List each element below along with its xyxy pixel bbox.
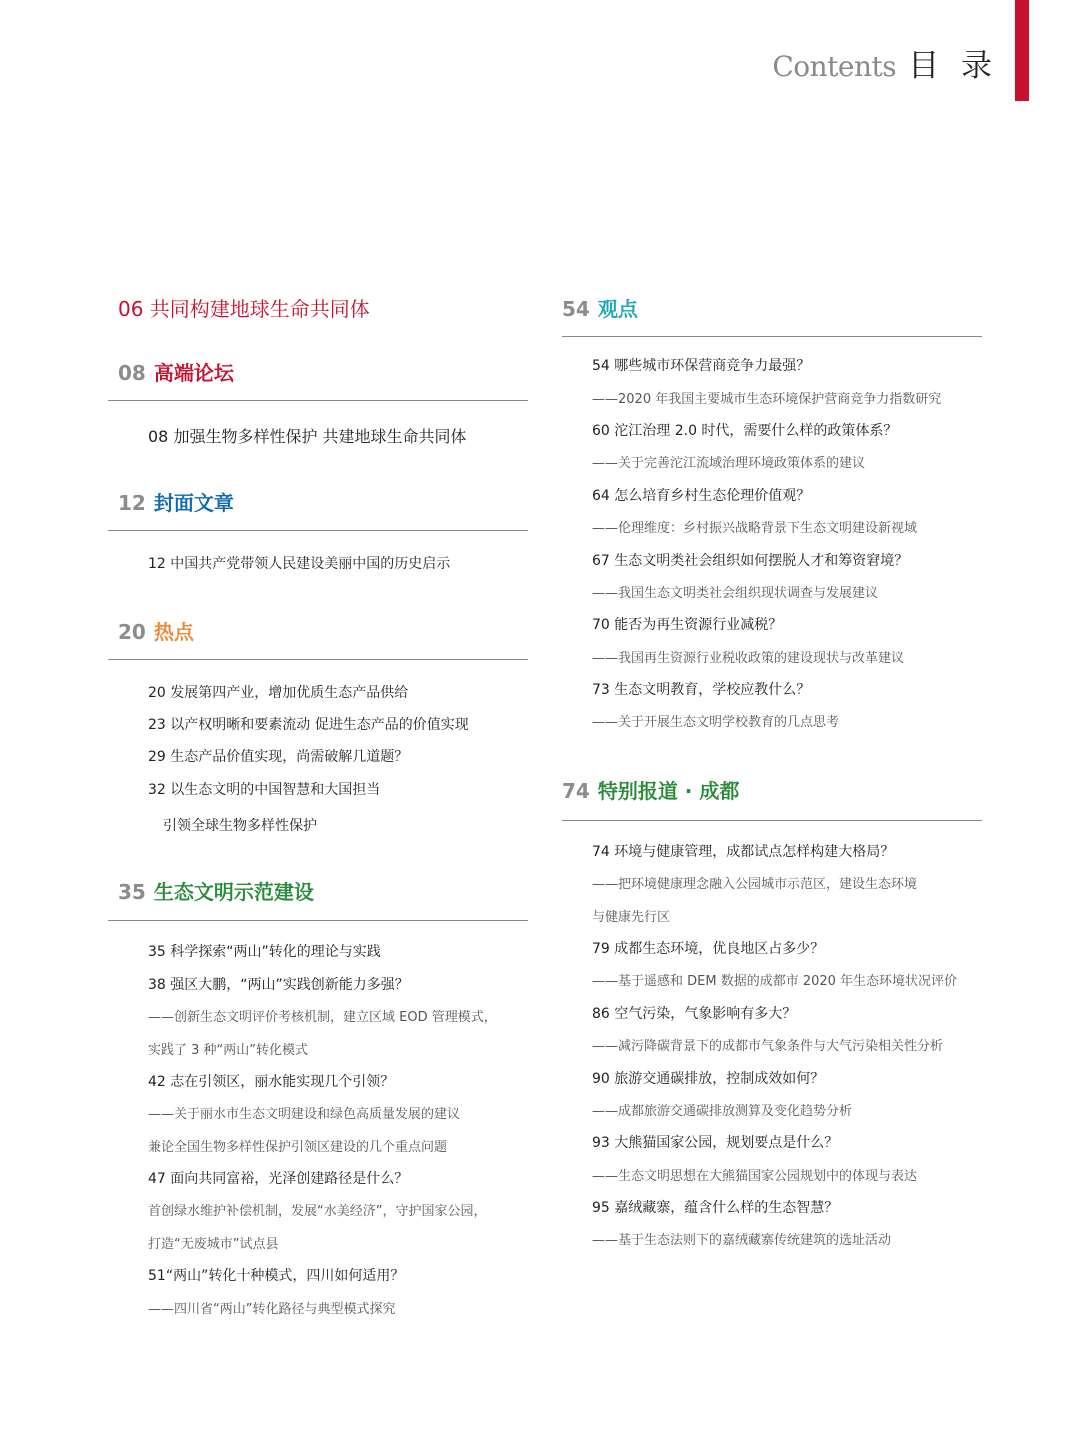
- section-heading-54: [562, 293, 638, 322]
- divider: [108, 530, 528, 531]
- section-title: 热点: [153, 620, 194, 644]
- red-accent-bar: [1015, 0, 1029, 101]
- section-title: 特别报道 · 成都: [597, 779, 740, 803]
- toc-item-continuation[interactable]: 引领全球生物多样性保护: [163, 818, 317, 834]
- toc-subtitle: ——生态文明思想在大熊猫国家公园规划中的体现与表达: [592, 1169, 918, 1184]
- divider: [108, 659, 528, 660]
- toc-subtitle: ——我国再生资源行业税收政策的建设现状与改革建议: [592, 651, 905, 666]
- toc-item[interactable]: 08 加强生物多样性保护 共建地球生命共同体: [148, 427, 467, 446]
- toc-item[interactable]: 60 沱江治理 2.0 时代，需要什么样的政策体系？: [592, 423, 898, 439]
- toc-item[interactable]: 35 科学探索“两山”转化的理论与实践: [148, 944, 381, 960]
- toc-item[interactable]: 23 以产权明晰和要素流动 促进生态产品的价值实现: [148, 717, 469, 733]
- section-heading-35: [118, 876, 314, 905]
- section-title: 生态文明示范建设: [153, 880, 314, 904]
- toc-item[interactable]: 20 发展第四产业，增加优质生态产品供给: [148, 685, 409, 701]
- divider: [108, 400, 528, 401]
- toc-item[interactable]: 86 空气污染，气象影响有多大？: [592, 1006, 797, 1022]
- section-number: 08: [118, 361, 146, 385]
- page-title: [772, 40, 998, 85]
- toc-item[interactable]: 12 中国共产党带领人民建设美丽中国的历史启示: [148, 556, 451, 572]
- toc-item[interactable]: 90 旅游交通碳排放，控制成效如何？: [592, 1071, 825, 1087]
- toc-item[interactable]: 54 哪些城市环保营商竞争力最强？: [592, 358, 811, 374]
- divider: [562, 820, 982, 821]
- toc-item[interactable]: 42 志在引领区，丽水能实现几个引领？: [148, 1074, 395, 1090]
- toc-item[interactable]: 38 强区大鹏，“两山”实践创新能力多强？: [148, 977, 409, 993]
- toc-item[interactable]: 29 生态产品价值实现，尚需破解几道题？: [148, 749, 409, 765]
- toc-subtitle: ——关于开展生态文明学校教育的几点思考: [592, 715, 840, 730]
- toc-item[interactable]: 93 大熊猫国家公园，规划要点是什么？: [592, 1135, 839, 1151]
- toc-subtitle: ——我国生态文明类社会组织现状调查与发展建议: [592, 586, 879, 601]
- section-heading-08: [118, 357, 234, 386]
- lead-article-link[interactable]: 06 共同构建地球生命共同体: [118, 297, 370, 321]
- title-zh: 目 录: [908, 48, 998, 84]
- toc-subtitle: 实践了 3 种“两山”转化模式: [148, 1043, 309, 1058]
- toc-item[interactable]: 73 生态文明教育，学校应教什么？: [592, 682, 811, 698]
- section-number: 20: [118, 620, 146, 644]
- toc-item[interactable]: 70 能否为再生资源行业减税？: [592, 617, 783, 633]
- section-title: 观点: [597, 297, 638, 321]
- toc-subtitle: ——2020 年我国主要城市生态环境保护营商竞争力指数研究: [592, 392, 942, 407]
- toc-subtitle: ——四川省“两山”转化路径与典型模式探究: [148, 1302, 396, 1317]
- toc-item[interactable]: 67 生态文明类社会组织如何摆脱人才和筹资窘境？: [592, 553, 909, 569]
- section-title: 封面文章: [153, 491, 234, 515]
- toc-item[interactable]: 64 怎么培育乡村生态伦理价值观？: [592, 488, 811, 504]
- toc-subtitle: ——成都旅游交通碳排放测算及变化趋势分析: [592, 1104, 853, 1119]
- toc-item[interactable]: 79 成都生态环境，优良地区占多少？: [592, 941, 825, 957]
- section-number: 12: [118, 491, 146, 515]
- section-heading-20: [118, 616, 194, 645]
- toc-subtitle: ——关于丽水市生态文明建设和绿色高质量发展的建议: [148, 1107, 461, 1122]
- toc-subtitle: 兼论全国生物多样性保护引领区建设的几个重点问题: [148, 1140, 448, 1155]
- toc-item[interactable]: 51“两山”转化十种模式，四川如何适用？: [148, 1268, 405, 1284]
- section-heading-74: [562, 775, 739, 804]
- section-title: 高端论坛: [153, 361, 234, 385]
- title-en: Contents: [772, 50, 897, 83]
- toc-subtitle: ——基于遥感和 DEM 数据的成都市 2020 年生态环境状况评价: [592, 974, 958, 989]
- toc-item[interactable]: 95 嘉绒藏寨，蕴含什么样的生态智慧？: [592, 1200, 839, 1216]
- toc-subtitle: ——把环境健康理念融入公园城市示范区，建设生态环境: [592, 877, 918, 892]
- section-number: 54: [562, 297, 590, 321]
- toc-item[interactable]: 47 面向共同富裕，光泽创建路径是什么？: [148, 1171, 409, 1187]
- toc-item[interactable]: 32 以生态文明的中国智慧和大国担当: [148, 782, 381, 798]
- divider: [108, 920, 528, 921]
- toc-subtitle: ——减污降碳背景下的成都市气象条件与大气污染相关性分析: [592, 1039, 944, 1054]
- toc-subtitle: 首创绿水维护补偿机制，发展“水美经济”，守护国家公园，: [148, 1204, 487, 1219]
- toc-subtitle: ——关于完善沱江流域治理环境政策体系的建议: [592, 456, 866, 471]
- toc-subtitle: ——创新生态文明评价考核机制，建立区域 EOD 管理模式，: [148, 1010, 497, 1025]
- toc-subtitle: ——基于生态法则下的嘉绒藏寨传统建筑的选址活动: [592, 1233, 892, 1248]
- toc-subtitle: 与健康先行区: [592, 910, 671, 925]
- section-number: 74: [562, 779, 590, 803]
- divider: [562, 336, 982, 337]
- toc-item[interactable]: 74 环境与健康管理，成都试点怎样构建大格局？: [592, 844, 895, 860]
- section-heading-12: [118, 487, 234, 516]
- toc-subtitle: 打造“无废城市”试点县: [148, 1237, 279, 1252]
- section-number: 35: [118, 880, 146, 904]
- toc-subtitle: ——伦理维度：乡村振兴战略背景下生态文明建设新视域: [592, 521, 918, 536]
